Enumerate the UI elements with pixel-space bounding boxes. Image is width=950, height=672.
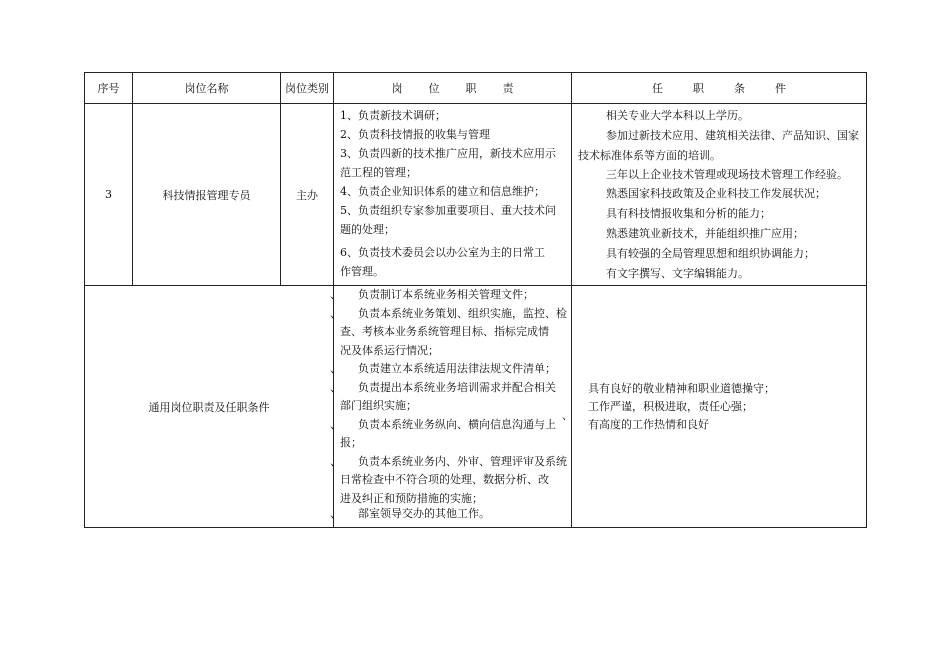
- duty-line: 、 负责提出本系统业务培训需求并配合相关: [340, 379, 567, 398]
- general-label: 通用岗位职责及任职条件: [85, 286, 334, 528]
- duty-line: 1、负责新技术调研；: [340, 109, 446, 122]
- duty-line: 题的处理；: [340, 223, 395, 236]
- duty-line: 、 负责本系统业务纵向、横向信息沟通与上: [340, 416, 567, 435]
- duty-line: 进及纠正和预防措施的实施；: [340, 491, 483, 505]
- duty-line: 部门组织实施； 、: [340, 397, 567, 416]
- dun-mark: 、: [330, 507, 341, 521]
- duty-line: 6、负责技术委员会以办公室为主的日常工: [340, 246, 545, 259]
- duty-line: 作管理。: [340, 265, 384, 278]
- table-row: [85, 286, 867, 528]
- requirement-line: 相关专业大学本科以上学历。: [606, 109, 749, 122]
- header-position-category: 岗位类别: [281, 73, 334, 104]
- row-position-name: 科技情报管理专员: [133, 104, 281, 286]
- requirement-line: 具有科技情报收集和分析的能力；: [606, 207, 771, 221]
- requirement-line: 三年以上企业技术管理或现场技术管理工作经验。: [606, 167, 848, 181]
- dun-mark: 、: [330, 417, 341, 431]
- duty-line: 、 负责制订本系统业务相关管理文件；: [340, 286, 567, 305]
- duty-line: 3、负责四新的技术推广应用，新技术应用示: [340, 147, 556, 160]
- header-row: [85, 73, 867, 104]
- requirement-line: 熟悉建筑业新技术，并能组织推广应用；: [606, 226, 804, 240]
- dun-mark: 、: [330, 306, 341, 320]
- header-requirements: 任职条件: [572, 73, 867, 104]
- table-row: [85, 104, 867, 286]
- general-duties-list: [330, 286, 573, 528]
- header-position-name: 岗位名称: [133, 73, 281, 104]
- duty-line: 报；: [340, 436, 362, 450]
- requirement-line: 具有良好的敬业精神和职业道德操守；: [588, 381, 775, 395]
- dun-mark: 、: [330, 454, 341, 468]
- job-description-table: [84, 72, 867, 528]
- header-seq: 序号: [85, 73, 133, 104]
- duty-line: 日常检查中不符合项的处理、数据分析、改: [340, 473, 549, 487]
- requirement-line: 熟悉国家科技政策及企业科技工作发展状况；: [606, 187, 826, 201]
- requirement-line: 有文字撰写、文字编辑能力。: [606, 266, 749, 280]
- row-seq: 3: [85, 104, 133, 286]
- duty-line: 、 负责本系统业务内、外审、管理评审及系统: [340, 453, 567, 472]
- row-position-category: 主办: [281, 104, 334, 286]
- header-duties: 岗位职责: [334, 73, 572, 104]
- duty-line: 2、负责科技情报的收集与管理: [340, 128, 490, 141]
- duty-line: 、 部室领导交办的其他工作。: [330, 507, 490, 521]
- dun-mark: 、: [330, 380, 341, 394]
- duty-line: 、 负责本系统业务策划、组织实施，监控、检: [340, 305, 567, 324]
- row-requirements-list: [572, 104, 867, 286]
- requirement-line: 具有较强的全局管理思想和组织协调能力；: [606, 246, 815, 260]
- duty-line: 况及体系运行情况；: [340, 343, 439, 357]
- requirement-line: 工作严谨，积极进取，责任心强；: [588, 399, 753, 413]
- duty-line: 4、负责企业知识体系的建立和信息维护；: [340, 185, 545, 198]
- duty-line: 范工程的管理；: [340, 166, 417, 179]
- duty-line: 、 负责建立本系统适用法律法规文件清单；: [340, 360, 567, 379]
- row-duties-list: [334, 104, 572, 286]
- dun-mark: 、: [330, 288, 341, 302]
- duty-line: 查、考核本业务系统管理目标、指标完成情: [340, 325, 549, 339]
- duty-line: 5、负责组织专家参加重要项目、重大技术问: [340, 204, 556, 217]
- dun-mark: 、: [562, 409, 573, 423]
- dun-mark: 、: [330, 362, 341, 376]
- requirement-line: 技术标准体系等方面的培训。: [578, 148, 721, 162]
- requirement-line: 有高度的工作热情和良好: [588, 417, 709, 431]
- requirement-line: 参加过新技术应用、建筑相关法律、产品知识、国家: [606, 128, 859, 142]
- general-requirements-list: [572, 286, 867, 528]
